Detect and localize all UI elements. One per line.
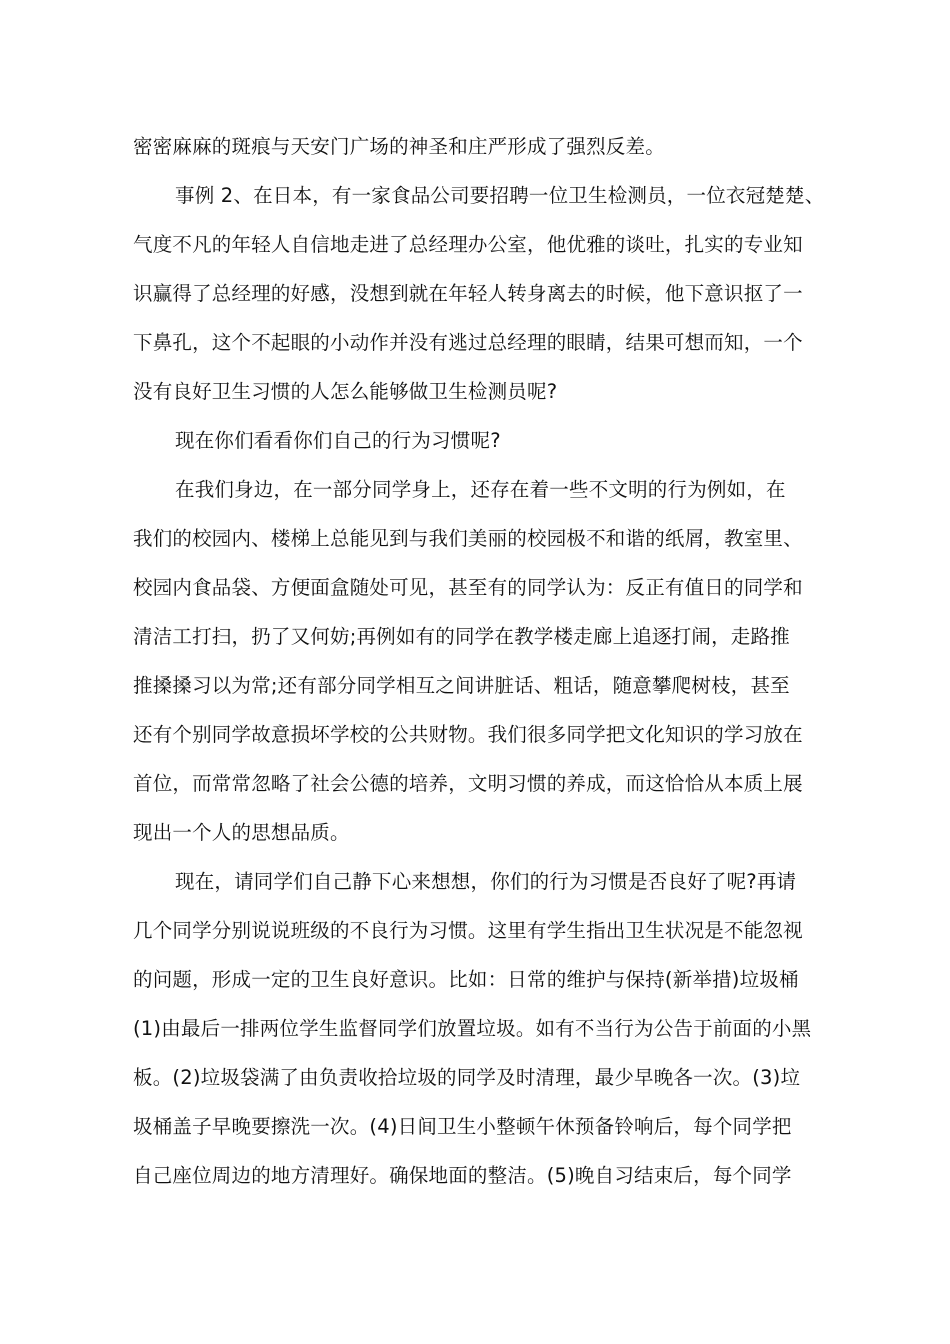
- text-line: 几个同学分别说说班级的不良行为习惯。这里有学生指出卫生状况是不能忽视: [133, 919, 803, 942]
- text-line: 识赢得了总经理的好感，没想到就在年轻人转身离去的时候，他下意识抠了一: [133, 282, 803, 305]
- text-line: 板。(2)垃圾袋满了由负责收拾垃圾的同学及时清理，最少早晚各一次。(3)垃: [133, 1066, 801, 1089]
- text-line: 清洁工打扫，扔了又何妨;再例如有的同学在教学楼走廊上追逐打闹，走路推: [133, 625, 790, 648]
- text-line: 我们的校园内、楼梯上总能见到与我们美丽的校园极不和谐的纸屑，教室里、: [133, 527, 803, 550]
- text-line: (1)由最后一排两位学生监督同学们放置垃圾。如有不当行为公告于前面的小黑: [133, 1017, 812, 1040]
- text-line: 没有良好卫生习惯的人怎么能够做卫生检测员呢?: [133, 380, 558, 403]
- paragraph: [133, 122, 833, 171]
- text-line: 的问题，形成一定的卫生良好意识。比如：日常的维护与保持(新举措)垃圾桶: [133, 968, 799, 991]
- text-line: 现在你们看看你们自己的行为习惯呢?: [175, 429, 501, 452]
- text-line: 还有个别同学故意损坏学校的公共财物。我们很多同学把文化知识的学习放在: [133, 723, 803, 746]
- text-line: 气度不凡的年轻人自信地走进了总经理办公室，他优雅的谈吐，扎实的专业知: [133, 233, 803, 256]
- paragraph: [133, 857, 833, 1200]
- text-line: 圾桶盖子早晚要擦洗一次。(4)日间卫生小整顿午休预备铃响后，每个同学把: [133, 1115, 792, 1138]
- text-line: 事例 2、在日本，有一家食品公司要招聘一位卫生检测员，一位衣冠楚楚、: [175, 184, 825, 207]
- text-line: 密密麻麻的斑痕与天安门广场的神圣和庄严形成了强烈反差。: [133, 135, 665, 158]
- text-line: 下鼻孔，这个不起眼的小动作并没有逃过总经理的眼睛，结果可想而知，一个: [133, 331, 803, 354]
- text-line: 现出一个人的思想品质。: [133, 821, 350, 844]
- text-line: 推搡搡习以为常;还有部分同学相互之间讲脏话、粗话，随意攀爬树枝，甚至: [133, 674, 790, 697]
- text-line: 现在，请同学们自己静下心来想想，你们的行为习惯是否良好了呢?再请: [175, 870, 797, 893]
- paragraph: [133, 171, 833, 416]
- document-body: [133, 122, 833, 1200]
- text-line: 校园内食品袋、方便面盒随处可见，甚至有的同学认为：反正有值日的同学和: [133, 576, 803, 599]
- text-line: 首位，而常常忽略了社会公德的培养，文明习惯的养成，而这恰恰从本质上展: [133, 772, 803, 795]
- paragraph: [133, 465, 833, 857]
- text-line: 在我们身边，在一部分同学身上，还存在着一些不文明的行为例如，在: [175, 478, 786, 501]
- paragraph: [133, 416, 833, 465]
- text-line: 自己座位周边的地方清理好。确保地面的整洁。(5)晚自习结束后，每个同学: [133, 1164, 792, 1187]
